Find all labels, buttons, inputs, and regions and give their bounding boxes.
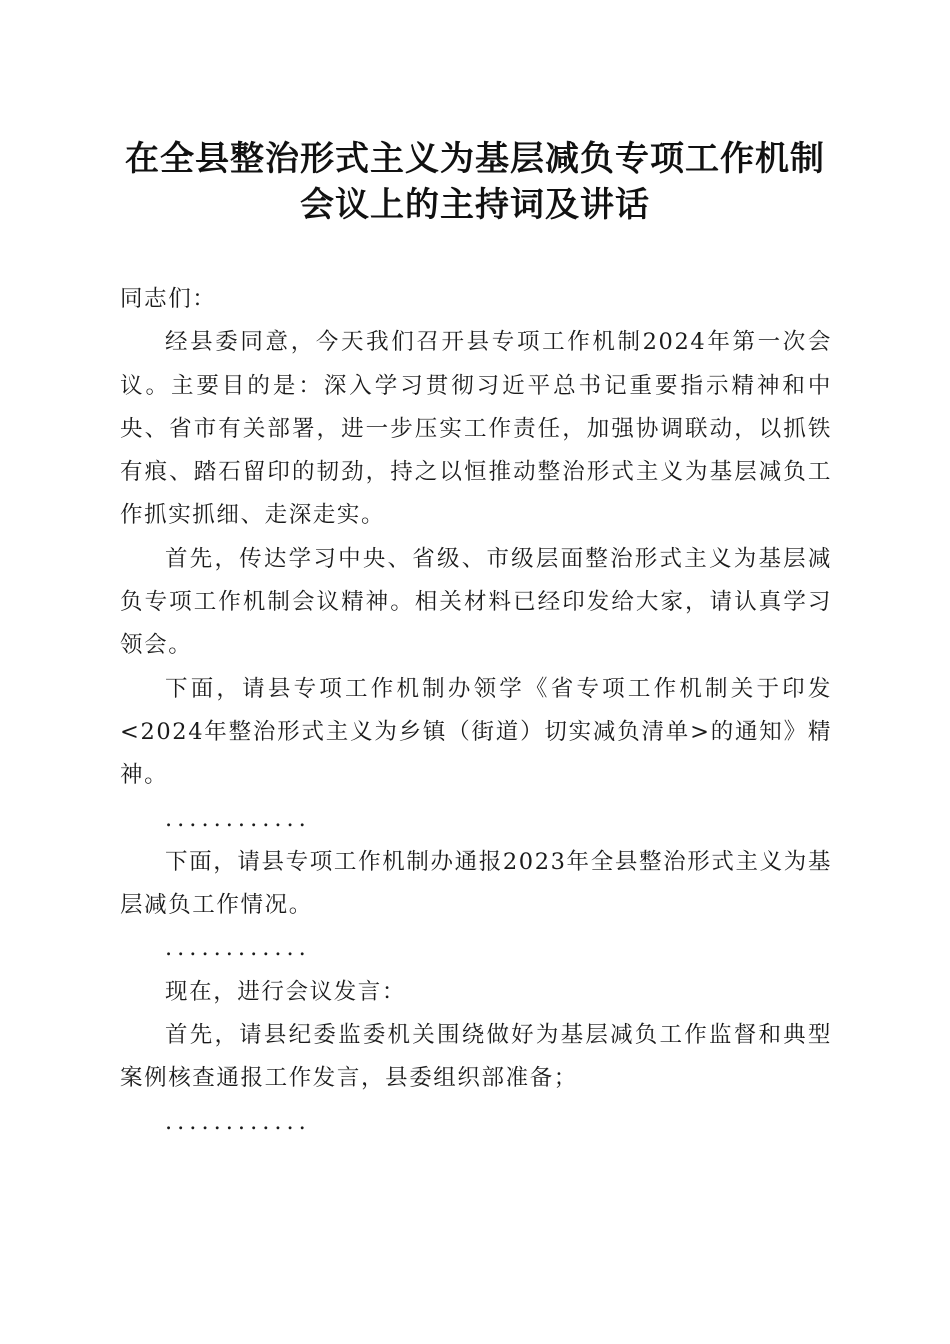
document-title xyxy=(100,136,850,228)
paragraph-opening: 经县委同意，今天我们召开县专项工作机制2024年第一次会议。主要目的是：深入学习贯彻习近平总书记重要指示精神和中央、省市有关部署，进一步压实工作责任，加强协调联动，以抓铁有痕、踏石留印的韧劲，持之以恒推动整治形式主义为基层减负工作抓实抓细、走深走实。 xyxy=(120,329,832,529)
title-line-2: 会议上的主持词及讲话 xyxy=(300,185,650,225)
document-body xyxy=(120,278,832,1144)
paragraph-report: 下面，请县专项工作机制办通报2023年全县整治形式主义为基层减负工作情况。 xyxy=(120,848,832,919)
paragraph-speeches-intro: 现在，进行会议发言： xyxy=(165,978,407,1005)
paragraph-first-item: 首先，传达学习中央、省级、市级层面整治形式主义为基层减负专项工作机制会议精神。相关材料已经印发给大家，请认真学习领会。 xyxy=(120,545,832,659)
salutation: 同志们： xyxy=(120,286,217,312)
title-line-1: 在全县整治形式主义为基层减负专项工作机制 xyxy=(125,139,825,179)
paragraph-first-speaker: 首先，请县纪委监委机关围绕做好为基层减负工作监督和典型案例核查通报工作发言，县委组织部准备； xyxy=(120,1022,832,1092)
paragraph-study-notice: 下面，请县专项工作机制办领学《省专项工作机制关于印发<2024年整治形式主义为乡镇（街道）切实减负清单>的通知》精神。 xyxy=(120,675,832,789)
ellipsis-separator: ............ xyxy=(165,935,311,962)
ellipsis-separator: ............ xyxy=(165,1108,311,1135)
ellipsis-separator: ............ xyxy=(165,805,311,832)
